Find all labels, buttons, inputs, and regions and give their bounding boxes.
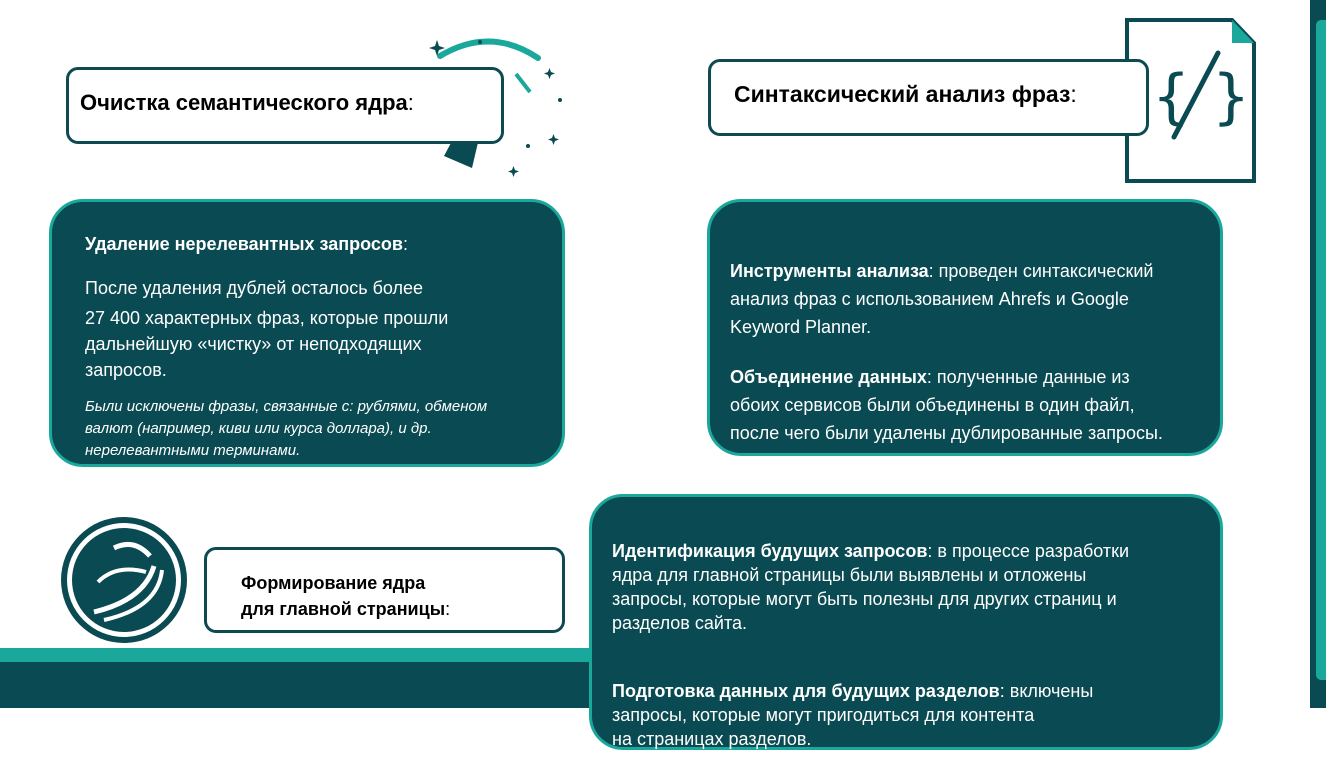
section-title-homepage-core	[204, 547, 565, 633]
card-syntax-analysis	[707, 199, 1223, 456]
merge-line-2: обоих сервисов были объединены в один файл,	[730, 395, 1135, 415]
card-future-queries	[589, 494, 1223, 750]
identification-line-3: запросы, которые могут быть полезны для других страниц и	[612, 589, 1117, 609]
section-title-cleaning	[66, 67, 504, 144]
identification-line-2: ядра для главной страницы были выявлены и отложены	[612, 565, 1087, 585]
logo-circle-icon	[58, 514, 190, 646]
bottom-accent-band	[0, 648, 620, 662]
section-title-colon: :	[407, 90, 414, 115]
svg-text:}: }	[1212, 62, 1251, 132]
tools-line-1: : проведен синтаксический	[928, 261, 1154, 281]
identification-line-4: разделов сайта.	[612, 613, 747, 633]
svg-text:{: {	[1152, 62, 1191, 132]
preparation-line-1: : включены	[999, 681, 1094, 701]
preparation-heading: Подготовка данных для будущих разделов	[612, 681, 1000, 701]
merge-heading: Объединение данных	[730, 367, 927, 387]
card-irrelevant-removal	[49, 199, 565, 467]
tools-line-3: Keyword Planner.	[730, 317, 872, 337]
merge-line-1: : полученные данные из	[926, 367, 1130, 387]
section-title-line-1: Формирование ядра	[241, 573, 426, 593]
card-line-1: После удаления дублей осталось более	[85, 278, 424, 298]
card-line-4: запросов.	[85, 360, 167, 380]
identification-heading: Идентификация будущих запросов	[612, 541, 928, 561]
card-line-2: 27 400 характерных фраз, которые прошли	[85, 308, 449, 328]
section-title-line-2: для главной страницы	[241, 599, 446, 619]
tools-line-2: анализ фраз с использованием Ahrefs и Google	[730, 289, 1129, 309]
card-note-1: Были исключены фразы, связанные с: рублями, обменом	[85, 398, 488, 415]
section-title-syntax	[708, 59, 1149, 136]
section-title-colon: :	[1070, 81, 1077, 107]
identification-line-1: : в процессе разработки	[927, 541, 1130, 561]
card-heading: Удаление нерелевантных запросов	[85, 234, 403, 254]
card-line-3: дальнейшую «чистку» от неподходящих	[85, 334, 422, 354]
section-title-text: Синтаксический анализ фраз	[734, 81, 1071, 107]
bottom-dark-band	[0, 662, 620, 708]
card-heading-colon: :	[402, 234, 408, 254]
section-title-colon: :	[445, 599, 451, 619]
section-title-text: Очистка семантического ядра	[80, 90, 408, 115]
right-edge-inner	[1316, 20, 1326, 680]
preparation-line-2: запросы, которые могут пригодиться для контента	[612, 705, 1035, 725]
card-note-2: валют (например, киви или курса доллара), и др.	[85, 420, 432, 437]
merge-line-3: после чего были удалены дублированные запросы.	[730, 423, 1163, 443]
card-note-3: нерелевантными терминами.	[85, 442, 301, 459]
preparation-line-3: на страницах разделов.	[612, 729, 812, 749]
tools-heading: Инструменты анализа	[730, 261, 929, 281]
